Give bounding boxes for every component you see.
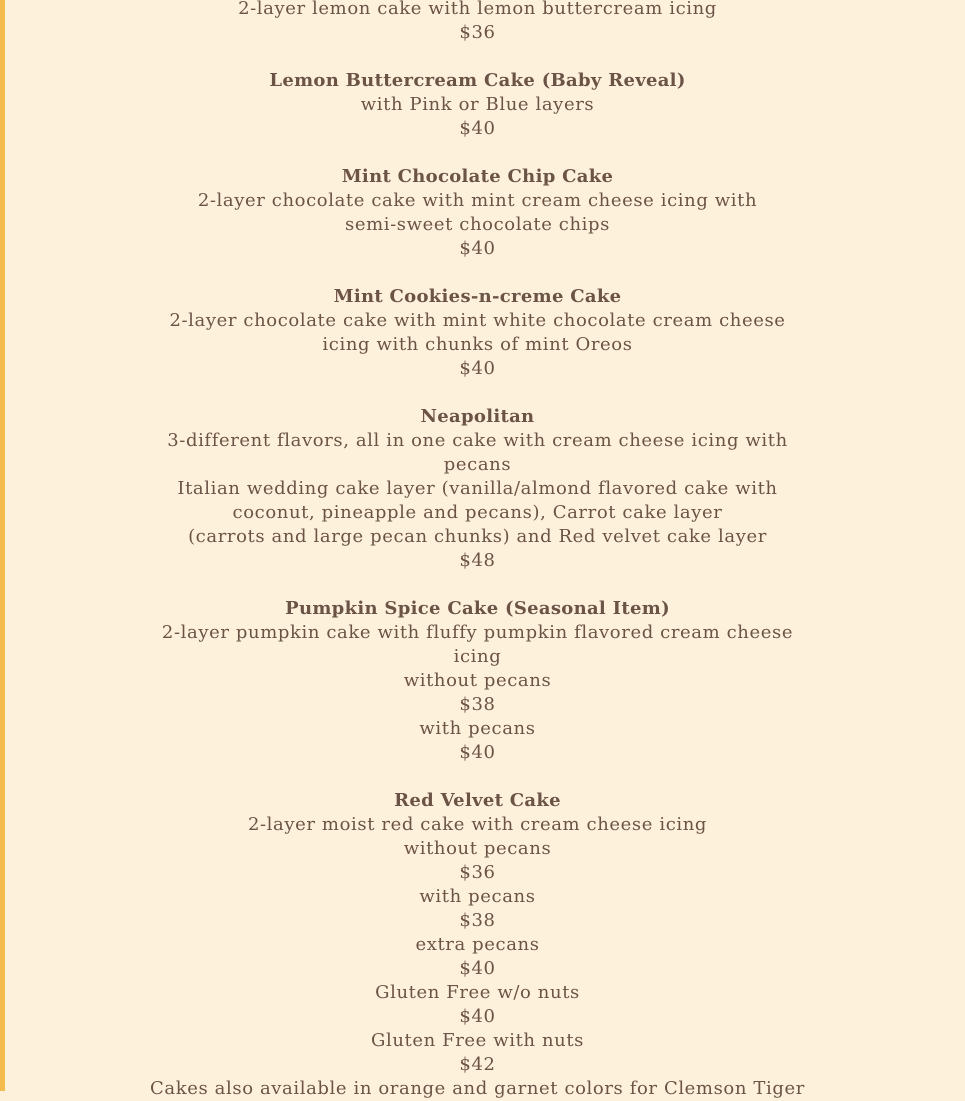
item-title: Mint Chocolate Chip Cake [341, 166, 614, 187]
item-description: with Pink or Blue layers [360, 94, 595, 115]
menu-item-mint-chocolate-chip [0, 165, 955, 261]
menu-item-red-velvet [0, 789, 955, 1101]
menu-item-lemon-baby-reveal [0, 69, 955, 141]
menu-item-mint-cookies-n-creme [0, 285, 955, 381]
item-description: Italian wedding cake layer (vanilla/almond flavored cake with [177, 478, 778, 499]
item-description: icing [453, 646, 502, 667]
item-price: $38 [459, 910, 496, 931]
item-price: $40 [459, 358, 496, 379]
item-price: $40 [459, 1006, 496, 1027]
item-price: $40 [459, 958, 496, 979]
item-title: Neapolitan [420, 406, 535, 427]
item-description: 2-layer pumpkin cake with fluffy pumpkin flavored cream cheese [161, 622, 794, 643]
item-description: 2-layer moist red cake with cream cheese icing [247, 814, 708, 835]
item-option: extra pecans [415, 934, 540, 955]
item-option: with pecans [419, 886, 536, 907]
item-price: $36 [459, 862, 496, 883]
item-option: with pecans [419, 718, 536, 739]
item-option: Gluten Free w/o nuts [375, 982, 580, 1003]
item-price: $40 [459, 118, 496, 139]
item-description: 2-layer chocolate cake with mint cream cheese icing with [197, 190, 758, 211]
item-description: (carrots and large pecan chunks) and Red velvet cake layer [188, 526, 767, 547]
item-description: 2-layer chocolate cake with mint white chocolate cream cheese [169, 310, 786, 331]
item-option: without pecans [403, 838, 552, 859]
item-description: coconut, pineapple and pecans), Carrot cake layer [232, 502, 723, 523]
item-price: $38 [459, 694, 496, 715]
item-price: $48 [459, 550, 496, 571]
item-description: semi-sweet chocolate chips [344, 214, 611, 235]
item-title: Mint Cookies-n-creme Cake [333, 286, 622, 307]
item-title: Pumpkin Spice Cake (Seasonal Item) [285, 598, 670, 619]
item-description: 2-layer lemon cake with lemon buttercream icing [238, 0, 717, 19]
item-option: without pecans [403, 670, 552, 691]
item-description: icing with chunks of mint Oreos [322, 334, 633, 355]
item-description: pecans [443, 454, 512, 475]
item-note: Cakes also available in orange and garnet colors for Clemson Tiger [150, 1078, 805, 1099]
menu-item-neapolitan [0, 405, 955, 573]
item-price: $40 [459, 238, 496, 259]
item-price: $36 [459, 22, 496, 43]
item-title: Lemon Buttercream Cake (Baby Reveal) [269, 70, 686, 91]
item-price: $40 [459, 742, 496, 763]
item-option: Gluten Free with nuts [370, 1030, 585, 1051]
menu-item-pumpkin-spice [0, 597, 955, 765]
item-price: $42 [459, 1054, 496, 1075]
item-title: Red Velvet Cake [394, 790, 561, 811]
item-description: 3-different flavors, all in one cake with cream cheese icing with [167, 430, 788, 451]
